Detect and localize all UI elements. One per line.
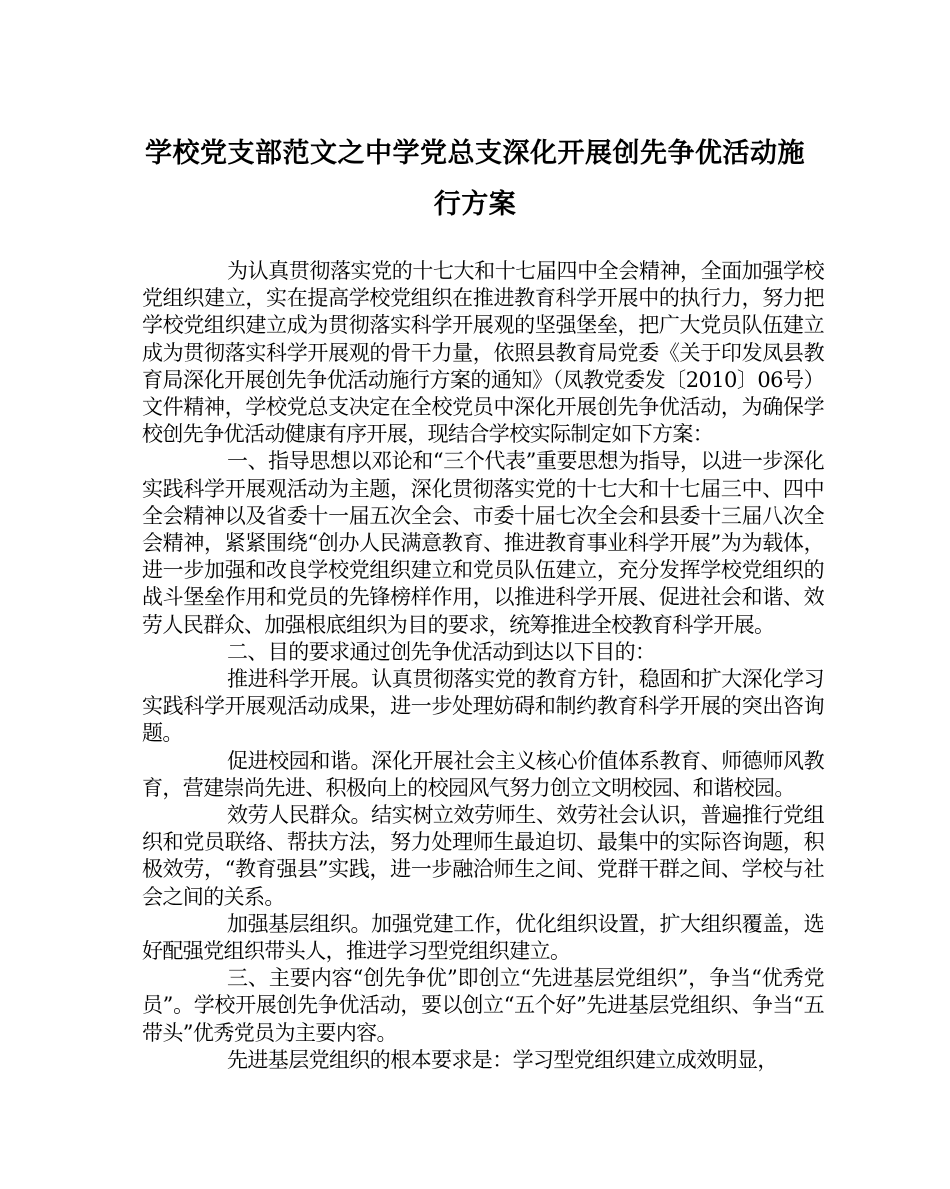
document-title-line-2: 行方案 [433, 189, 517, 220]
paragraph-campus-harmony: 促进校园和谐。深化开展社会主义核心价值体系教育、师德师风教育，营建崇尚先进、积极向上的校园风气努力创立文明校园、和谐校园。 [142, 748, 824, 800]
paragraph-serve-people: 效劳人民群众。结实树立效劳师生、效劳社会认识，普遍推行党组织和党员联络、帮扶方法，努力处理师生最迫切、最集中的实际咨询题，积极效劳，“教育强县”实践，进一步融洽师生之间、党群干群之间、学校与社会之间的关系。 [142, 803, 824, 909]
paragraph-basic-requirements: 先进基层党组织的根本要求是：学习型党组织建立成效明显， [227, 1047, 778, 1072]
paragraph-guiding-ideology: 一、指导思想以邓论和“三个代表”重要思想为指导，以进一步深化实践科学开展观活动为主题，深化贯彻落实党的十七大和十七届三中、四中全会精神以及省委十一届五次全会、市委十届七次全会和县委十三届八次全会精神，紧紧围绕“创办人民满意教育、推进教育事业科学开展”为为载体，进一步加强和改良学校党组织建立和党员队伍建立，充分发挥学校党组织的战斗堡垒作用和党员的先锋榜样作用，以推进科学开展、促进社会和谐、效劳人民群众、加强根底组织为目的要求，统筹推进全校教育科学开展。 [142, 449, 824, 637]
paragraph-objectives-heading: 二、目的要求通过创先争优活动到达以下目的： [227, 639, 656, 664]
paragraph-intro: 为认真贯彻落实党的十七大和十七届四中全会精神，全面加强学校党组织建立，实在提高学校党组织在推进教育科学开展中的执行力，努力把学校党组织建立成为贯彻落实科学开展观的坚强堡垒，把广大党员队伍建立成为贯彻落实科学开展观的骨干力量，依照县教育局党委《关于印发凤县教育局深化开展创先争优活动施行方案的通知》（凤教党委发〔2010〕06号）文件精神，学校党总支决定在全校党员中深化开展创先争优活动，为确保学校创先争优活动健康有序开展，现结合学校实际制定如下方案： [142, 259, 824, 447]
document-body [142, 258, 824, 1074]
paragraph-promote-development: 推进科学开展。认真贯彻落实党的教育方针，稳固和扩大深化学习实践科学开展观活动成果，进一步处理妨碍和制约教育科学开展的突出咨询题。 [142, 667, 824, 746]
document-title-line-1: 学校党支部范文之中学党总支深化开展创先争优活动施 [145, 138, 805, 169]
paragraph-strengthen-organization: 加强基层组织。加强党建工作，优化组织设置，扩大组织覆盖，选好配强党组织带头人，推进学习型党组织建立。 [142, 911, 824, 964]
document-title [120, 128, 830, 230]
paragraph-main-content: 三、主要内容“创先争优”即创立“先进基层党组织”，争当“优秀党员”。学校开展创先争优活动，要以创立“五个好”先进基层党组织、争当“五带头”优秀党员为主要内容。 [142, 966, 824, 1045]
